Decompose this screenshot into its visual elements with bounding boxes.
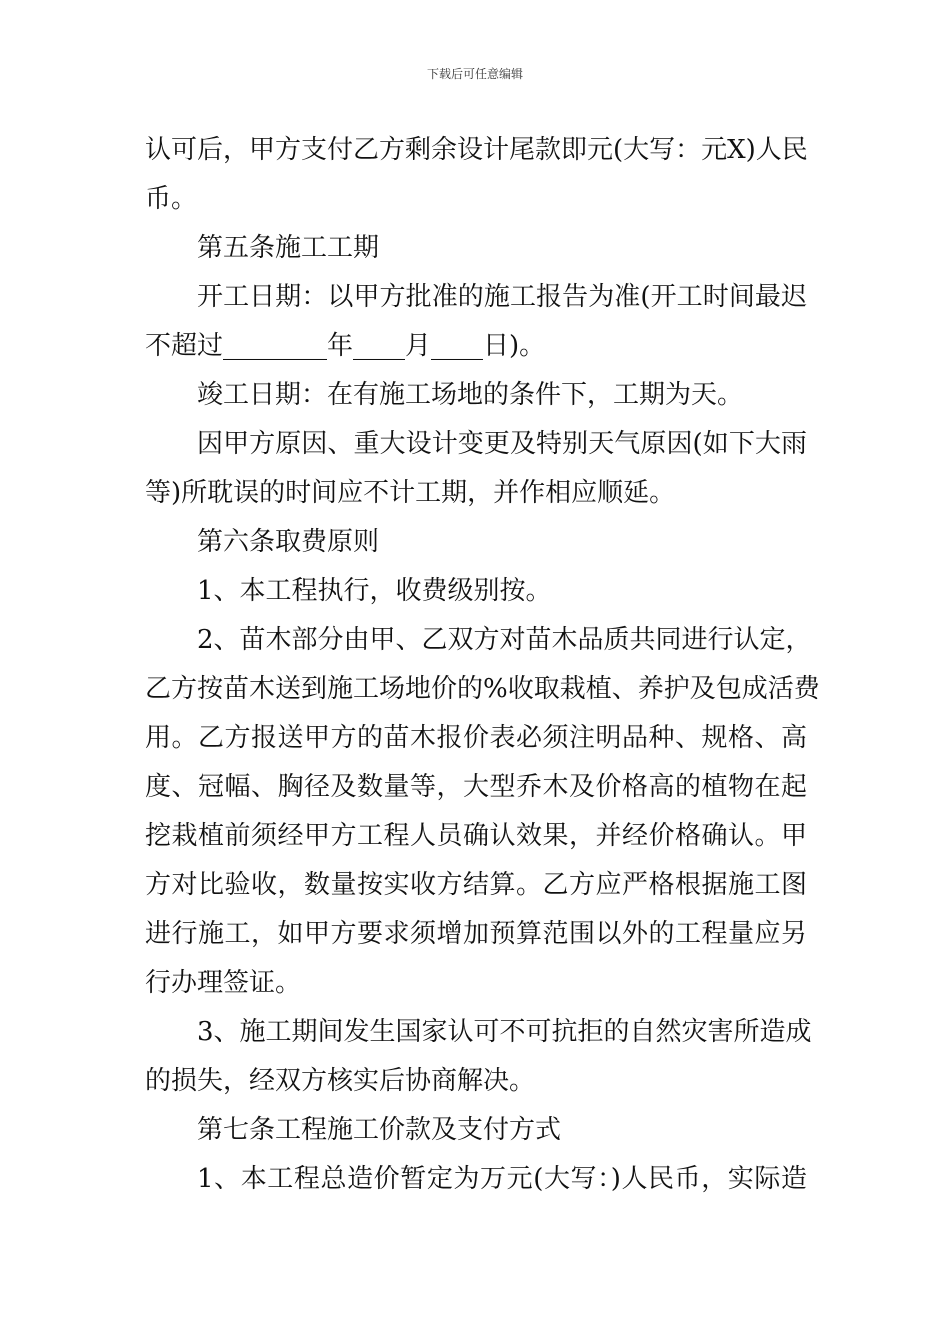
- text-line: 3、施工期间发生国家认可不可抗拒的自然灾害所造成: [197, 1017, 812, 1047]
- document-body: [145, 126, 820, 1204]
- text-line: 竣工日期：在有施工场地的条件下，工期为天。: [197, 380, 744, 410]
- section-heading: 第五条施工工期: [197, 233, 380, 263]
- text-line: 2、苗木部分由甲、乙双方对苗木品质共同进行认定，: [197, 625, 812, 655]
- page-header: 下载后可任意编辑: [426, 67, 523, 81]
- section-heading: 第六条取费原则: [197, 527, 380, 557]
- text-line: 开工日期：以甲方批准的施工报告为准(开工时间最迟: [197, 282, 807, 312]
- text-line: 1、本工程执行，收费级别按。: [197, 576, 552, 606]
- text-line: 方对比验收，数量按实收方结算。乙方应严格根据施工图: [145, 870, 807, 900]
- text-line: 币。: [145, 184, 198, 214]
- text-line: 挖栽植前须经甲方工程人员确认效果，并经价格确认。甲: [145, 821, 807, 851]
- section-heading: 第七条工程施工价款及支付方式: [197, 1115, 562, 1145]
- text-line: 的损失，经双方核实后协商解决。: [145, 1066, 536, 1096]
- text-line: 乙方按苗木送到施工场地价的%收取栽植、养护及包成活费: [145, 674, 820, 704]
- text-line: 1、本工程总造价暂定为万元(大写：)人民币，实际造: [197, 1164, 807, 1194]
- text-line: 度、冠幅、胸径及数量等，大型乔木及价格高的植物在起: [145, 772, 807, 802]
- text-line: 行办理签证。: [145, 968, 302, 998]
- text-line: 认可后，甲方支付乙方剩余设计尾款即元(大写：元X)人民: [145, 135, 808, 165]
- text-line: 等)所耽误的时间应不计工期，并作相应顺延。: [145, 478, 676, 508]
- text-line: 不超过________年____月____日)。: [145, 331, 546, 361]
- text-line: 用。乙方报送甲方的苗木报价表必须注明品种、规格、高: [145, 723, 807, 753]
- text-line: 因甲方原因、重大设计变更及特别天气原因(如下大雨: [197, 429, 807, 459]
- text-line: 进行施工，如甲方要求须增加预算范围以外的工程量应另: [145, 919, 807, 949]
